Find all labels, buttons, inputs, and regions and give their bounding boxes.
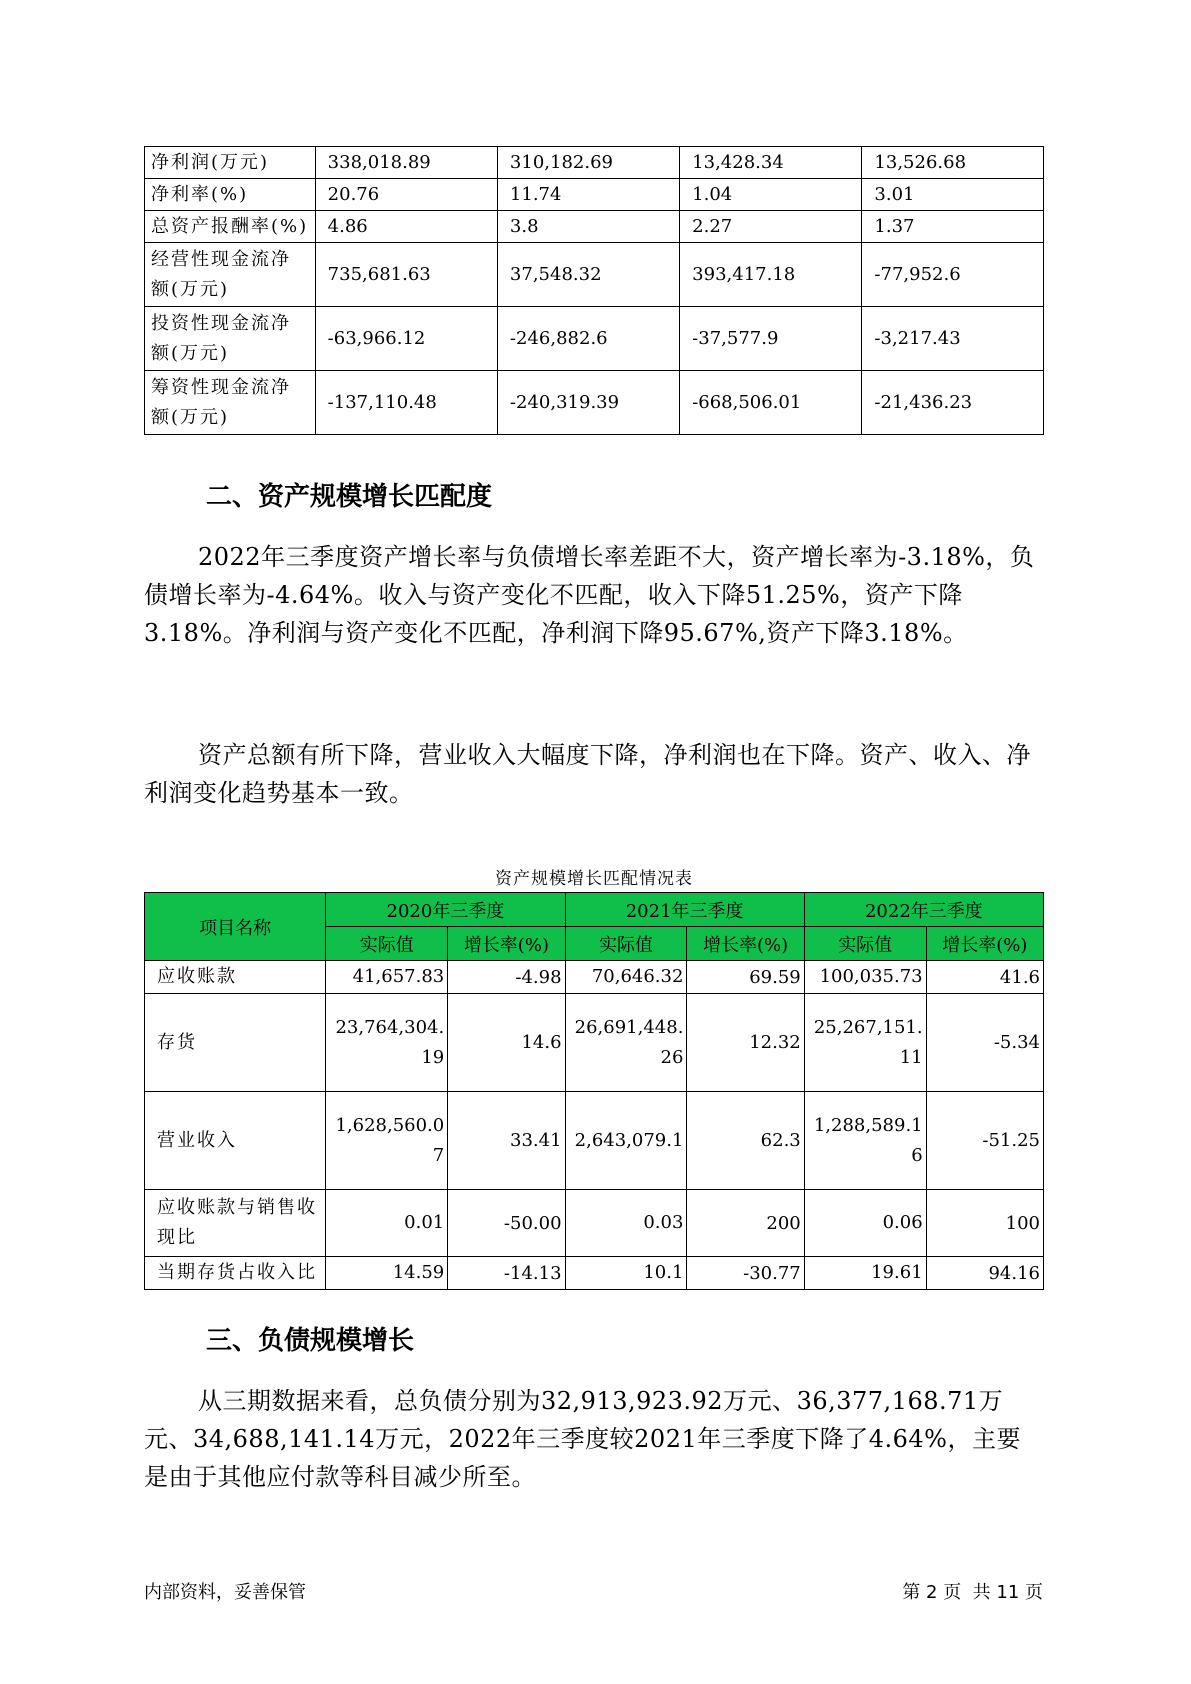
cell-value: -5.34 [926,994,1043,1092]
cell-value: 2.27 [680,211,862,243]
cell-value: 13,428.34 [680,147,862,179]
section-heading: 二、资产规模增长匹配度 [206,482,493,512]
cell-value: 41,657.83 [326,961,448,994]
cell-value: 100,035.73 [804,961,926,994]
cell-value: 1,628,560.07 [326,1092,448,1190]
cell-value: 735,681.63 [315,243,497,307]
row-label: 存货 [145,994,326,1092]
cell-value: -77,952.6 [862,243,1044,307]
cell-value: 0.01 [326,1190,448,1257]
table-row [145,1190,1044,1257]
cell-value: 23,764,304.19 [326,994,448,1092]
cell-value: 100 [926,1190,1043,1257]
footer-confidential-note: 内部资料，妥善保管 [144,1582,306,1603]
row-label: 应收账款 [145,961,326,994]
cell-value: 70,646.32 [565,961,687,994]
row-label: 经营性现金流净额(万元) [145,243,316,307]
cell-value: 200 [687,1190,804,1257]
cell-value: -668,506.01 [680,371,862,435]
column-header-item: 项目名称 [145,893,326,961]
row-label: 筹资性现金流净额(万元) [145,371,316,435]
cell-value: -50.00 [448,1190,565,1257]
cell-value: 33.41 [448,1092,565,1190]
cell-value: -21,436.23 [862,371,1044,435]
cell-value: 14.59 [326,1257,448,1290]
cell-value: 94.16 [926,1257,1043,1290]
table-row [145,243,1044,307]
table-caption: 资产规模增长匹配情况表 [495,869,693,889]
cell-value: -4.98 [448,961,565,994]
cell-value: -240,319.39 [497,371,679,435]
cell-value: 19.61 [804,1257,926,1290]
column-header-actual: 实际值 [326,927,448,961]
column-header-period: 2020年三季度 [326,893,565,927]
table-row [145,307,1044,371]
row-label: 净利润(万元) [145,147,316,179]
table-row [145,961,1044,994]
cell-value: 3.01 [862,179,1044,211]
cell-value: -30.77 [687,1257,804,1290]
row-label: 当期存货占收入比 [145,1257,326,1290]
cell-value: 1.04 [680,179,862,211]
cell-value: 2,643,079.1 [565,1092,687,1190]
cell-value: 10.1 [565,1257,687,1290]
table-row [145,179,1044,211]
column-header-growth: 增长率(%) [448,927,565,961]
cell-value: 310,182.69 [497,147,679,179]
column-header-growth: 增长率(%) [926,927,1043,961]
column-header-period: 2022年三季度 [804,893,1043,927]
cell-value: -14.13 [448,1257,565,1290]
cell-value: 41.6 [926,961,1043,994]
cell-value: 62.3 [687,1092,804,1190]
column-header-period: 2021年三季度 [565,893,804,927]
table-row [145,211,1044,243]
cell-value: -137,110.48 [315,371,497,435]
row-label: 投资性现金流净额(万元) [145,307,316,371]
cell-value: 69.59 [687,961,804,994]
paragraph: 从三期数据来看，总负债分别为32,913,923.92万元、36,377,168.71万元、34,688,141.14万元，2022年三季度较2021年三季度下降了4.64%，主要是由于其他应付款等科目减少所至。 [144,1387,1021,1491]
table-row [145,1257,1044,1290]
cell-value: 12.32 [687,994,804,1092]
cell-value: 3.8 [497,211,679,243]
row-label: 营业收入 [145,1092,326,1190]
cell-value: 14.6 [448,994,565,1092]
financial-indicators-table [144,146,1044,435]
row-label: 应收账款与销售收现比 [145,1190,326,1257]
cell-value: 338,018.89 [315,147,497,179]
cell-value: -37,577.9 [680,307,862,371]
footer-page-number: 第 2 页 共 11 页 [902,1582,1043,1603]
table-header-row [145,893,1044,927]
column-header-actual: 实际值 [565,927,687,961]
paragraph: 资产总额有所下降，营业收入大幅度下降，净利润也在下降。资产、收入、净利润变化趋势基本一致。 [144,741,1031,807]
cell-value: 0.03 [565,1190,687,1257]
cell-value: 13,526.68 [862,147,1044,179]
table-row [145,1092,1044,1190]
cell-value: 0.06 [804,1190,926,1257]
paragraph: 2022年三季度资产增长率与负债增长率差距不大，资产增长率为-3.18%，负债增长率为-4.64%。收入与资产变化不匹配，收入下降51.25%，资产下降3.18%。净利润与资产变化不匹配，净利润下降95.67%,资产下降3.18%。 [144,543,1035,647]
column-header-growth: 增长率(%) [687,927,804,961]
table-row [145,994,1044,1092]
table-row [145,147,1044,179]
asset-match-table [144,892,1044,1290]
cell-value: 4.86 [315,211,497,243]
row-label: 总资产报酬率(%) [145,211,316,243]
cell-value: -51.25 [926,1092,1043,1190]
cell-value: -63,966.12 [315,307,497,371]
cell-value: 37,548.32 [497,243,679,307]
cell-value: 393,417.18 [680,243,862,307]
cell-value: 25,267,151.11 [804,994,926,1092]
cell-value: -246,882.6 [497,307,679,371]
table-row [145,371,1044,435]
cell-value: 1.37 [862,211,1044,243]
row-label: 净利率(%) [145,179,316,211]
cell-value: -3,217.43 [862,307,1044,371]
cell-value: 11.74 [497,179,679,211]
cell-value: 20.76 [315,179,497,211]
column-header-actual: 实际值 [804,927,926,961]
cell-value: 1,288,589.16 [804,1092,926,1190]
cell-value: 26,691,448.26 [565,994,687,1092]
section-heading: 三、负债规模增长 [206,1326,415,1356]
